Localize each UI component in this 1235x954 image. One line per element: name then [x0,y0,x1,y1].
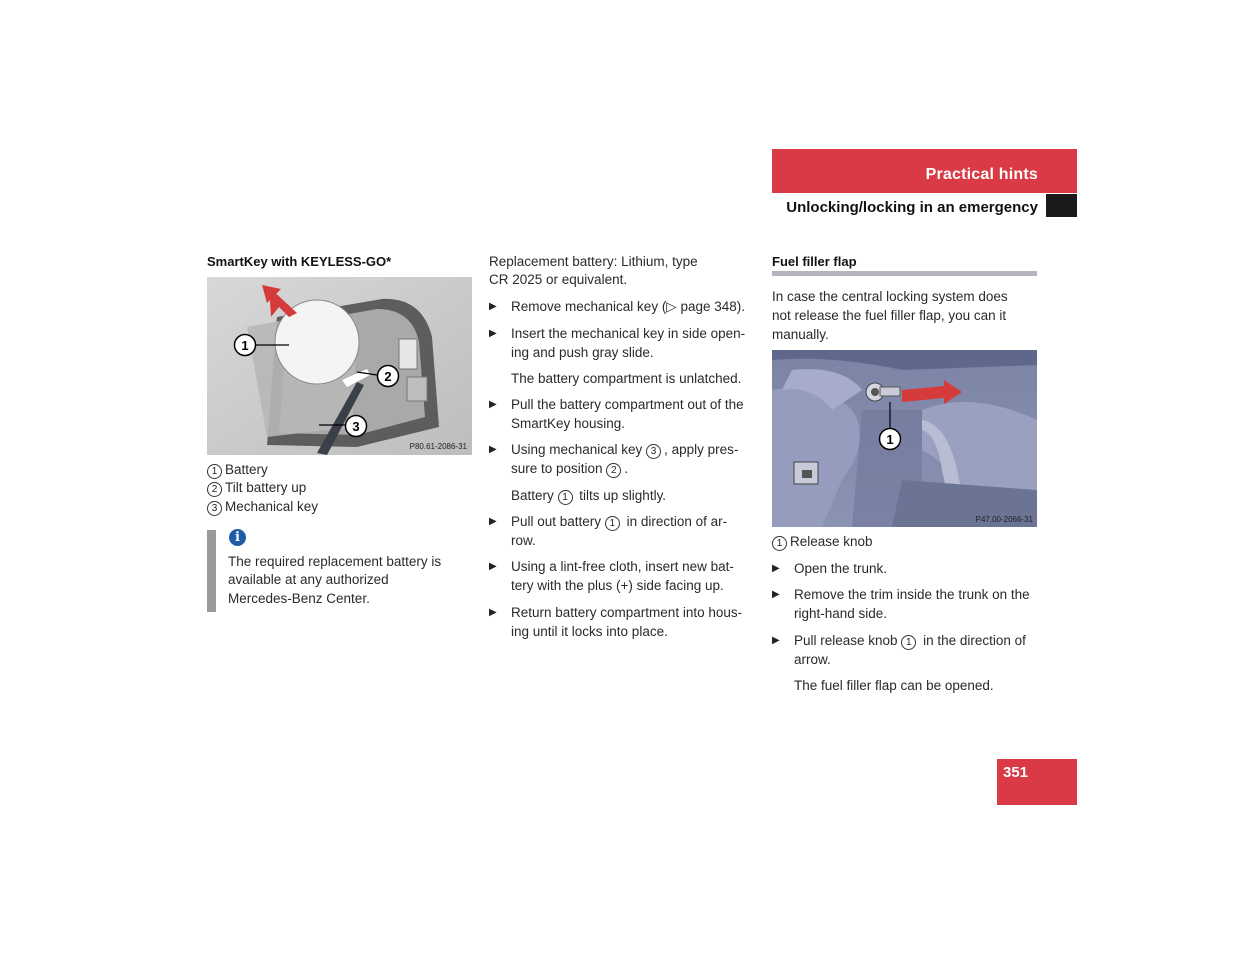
smartkey-illustration [207,277,472,455]
fuel-intro-text: manually. [772,327,829,342]
fuel-intro-text: not release the fuel filler flap, you can it [772,308,1007,323]
section-title: Practical hints [925,166,1038,183]
smartkey-heading: SmartKey with KEYLESS-GO* [207,254,392,269]
info-text-line: available at any authorized [228,572,389,587]
replacement-battery-text: CR 2025 or equivalent. [489,272,628,287]
bullet-arrow-icon: ▶ [489,444,497,455]
bullet-arrow-icon: ▶ [489,561,497,572]
info-text-line: Mercedes-Benz Center. [228,591,370,606]
legend-item: 1 Battery [207,460,268,479]
trunk-illustration [772,350,1037,527]
svg-text:3: 3 [352,419,360,434]
legend-item: 3 Mechanical key [207,497,318,516]
bullet-arrow-icon: ▶ [489,516,497,527]
heading-underline [772,271,1037,276]
bullet-arrow-icon: ▶ [489,399,497,410]
bullet-arrow-icon: ▶ [772,635,780,646]
bullet-arrow-icon: ▶ [489,301,497,312]
legend-item: 1 Release knob [772,532,873,551]
bullet-arrow-icon: ▶ [489,607,497,618]
step-result: The fuel filler flap can be opened. [794,678,994,693]
subsection-title: Unlocking/locking in an emergency [786,199,1038,216]
info-text-line: The required replacement battery is [228,554,442,569]
svg-text:2: 2 [384,369,392,384]
fuel-filler-heading: Fuel filler flap [772,254,857,269]
bullet-arrow-icon: ▶ [772,563,780,574]
page-number: 351 [1003,764,1029,781]
replacement-battery-text: Replacement battery: Lithium, type [489,254,698,269]
step-result: The battery compartment is unlatched. [511,371,742,386]
svg-text:1: 1 [241,338,249,353]
info-icon: i [229,529,246,546]
figure-code: P80.61-2086-31 [409,442,467,451]
step-result: Battery 1 tilts up slightly. [511,488,667,503]
smartkey-figure [207,277,472,455]
subsection-marker [1046,194,1077,217]
callout-1 [235,335,256,356]
bullet-arrow-icon: ▶ [772,589,780,600]
figure-code: P47.00-2066-31 [975,515,1033,524]
info-box-bar [207,530,216,612]
callout-2 [378,366,399,387]
fuel-flap-figure [772,350,1037,527]
svg-text:1: 1 [886,432,894,447]
callout-1 [880,429,901,450]
callout-3 [346,416,367,437]
bullet-arrow-icon: ▶ [489,328,497,339]
fuel-intro-text: In case the central locking system does [772,289,1008,304]
legend-item: 2 Tilt battery up [207,478,306,497]
